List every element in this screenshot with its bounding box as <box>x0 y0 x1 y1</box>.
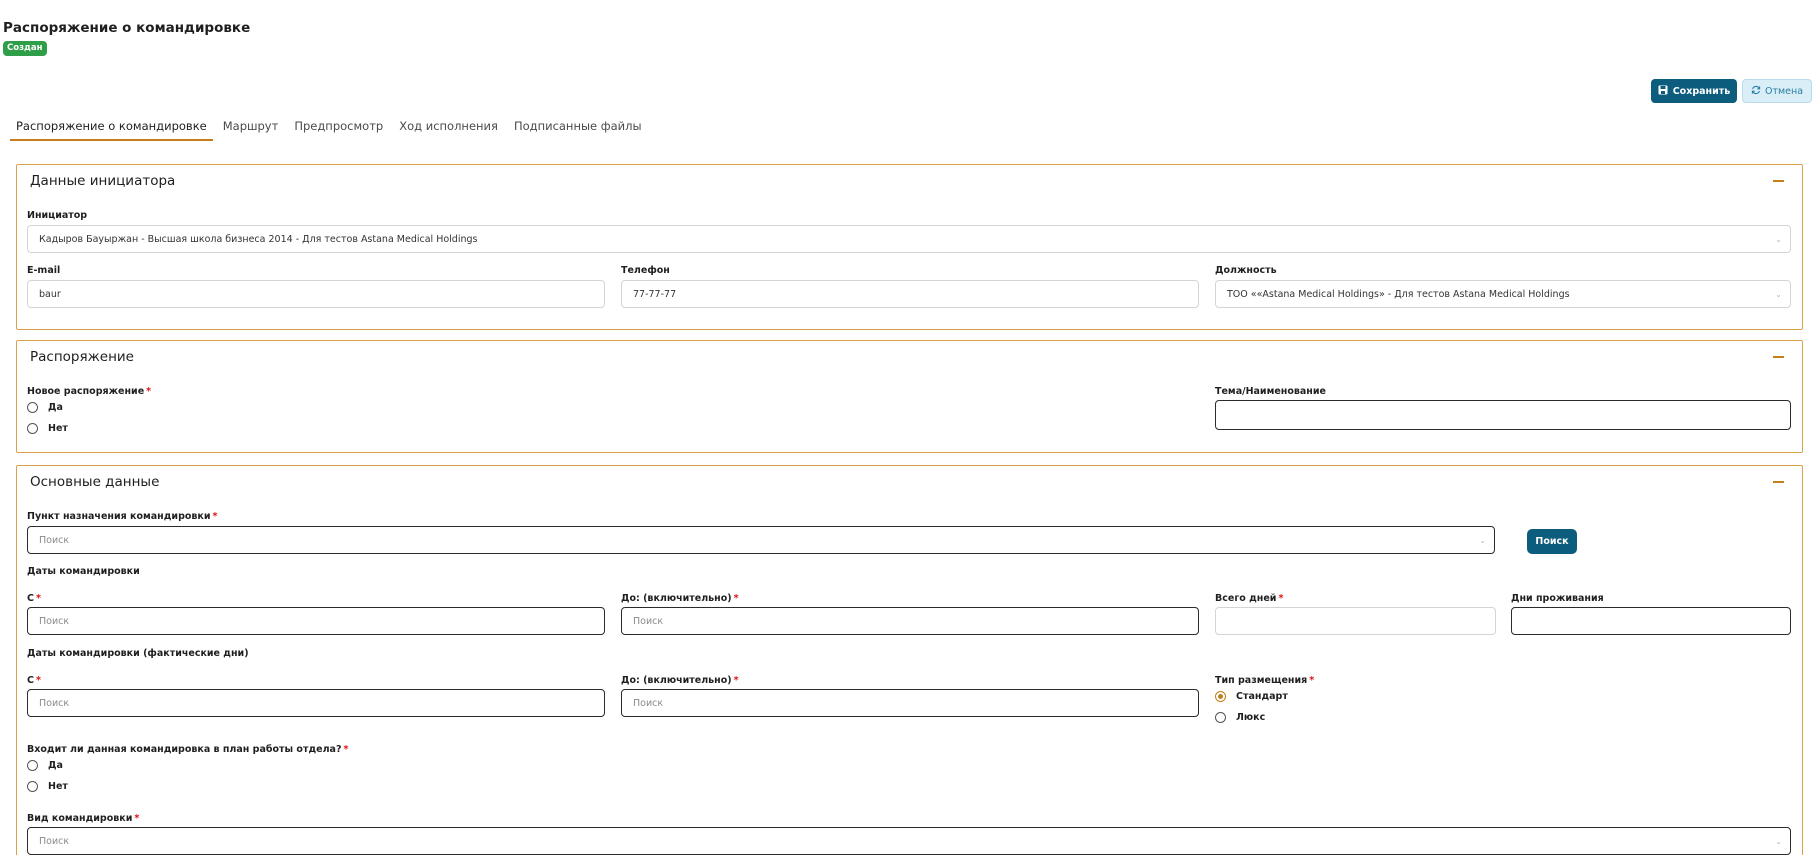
email-field[interactable] <box>27 280 605 308</box>
subject-label: Тема/Наименование <box>1215 386 1326 397</box>
tab-bar <box>10 112 652 141</box>
main-data-panel <box>16 465 1803 855</box>
refresh-icon <box>1751 85 1761 98</box>
initiator-value: Кадыров Бауыржан - Высшая школа бизнеса 2014 - Для тестов Astana Medical Holdings <box>39 233 478 245</box>
destination-select[interactable]: Поиск ⌄ <box>27 526 1495 554</box>
initiator-label: Инициатор <box>27 210 88 221</box>
new-order-no-radio[interactable] <box>27 423 68 434</box>
radio-label: Люкс <box>1236 712 1266 723</box>
actual-to-label: До: (включительно) * <box>621 675 739 686</box>
radio-circle <box>27 423 38 434</box>
chevron-down-icon: ⌄ <box>1775 235 1782 244</box>
from-label: С * <box>27 593 41 604</box>
actual-dates-heading: Даты командировки (фактические дни) <box>27 648 249 659</box>
panel-title: Основные данные <box>30 474 160 490</box>
position-label: Должность <box>1215 265 1277 276</box>
date-from-input[interactable]: Поиск <box>27 607 605 635</box>
accommodation-standard-radio[interactable] <box>1215 691 1288 702</box>
total-days-label: Всего дней * <box>1215 593 1284 604</box>
radio-label: Нет <box>48 423 68 434</box>
actual-date-from-input[interactable]: Поиск <box>27 689 605 717</box>
floppy-disk-icon <box>1658 85 1668 98</box>
radio-circle <box>27 760 38 771</box>
chevron-down-icon: ⌄ <box>1775 290 1782 299</box>
radio-label: Нет <box>48 781 68 792</box>
phone-value: 77-77-77 <box>633 288 677 300</box>
plan-label: Входит ли данная командировка в план работы отдела? * <box>27 744 349 755</box>
order-panel <box>16 340 1803 453</box>
radio-circle <box>27 402 38 413</box>
radio-circle-selected <box>1215 691 1226 702</box>
collapse-icon[interactable] <box>1773 356 1784 358</box>
collapse-icon[interactable] <box>1773 481 1784 483</box>
tab-preview[interactable]: Предпросмотр <box>294 119 384 133</box>
new-order-label: Новое распоряжение * <box>27 386 152 397</box>
radio-label: Да <box>48 402 63 413</box>
chevron-down-icon: ⌄ <box>1479 536 1486 545</box>
accommodation-lux-radio[interactable] <box>1215 712 1265 723</box>
trip-type-select[interactable]: Поиск ⌄ <box>27 827 1791 855</box>
position-value: ТОО ««Astana Medical Holdings» - Для тестов Astana Medical Holdings <box>1227 288 1570 300</box>
total-days-input[interactable] <box>1215 607 1496 635</box>
position-select[interactable] <box>1215 280 1791 308</box>
destination-label: Пункт назначения командировки * <box>27 511 218 522</box>
plan-yes-radio[interactable] <box>27 760 63 771</box>
dates-heading: Даты командировки <box>27 566 140 577</box>
phone-field[interactable] <box>621 280 1199 308</box>
new-order-yes-radio[interactable] <box>27 402 63 413</box>
trip-type-label: Вид командировки * <box>27 813 140 824</box>
date-to-input[interactable]: Поиск <box>621 607 1199 635</box>
save-button[interactable] <box>1651 79 1737 103</box>
living-days-label: Дни проживания <box>1511 593 1604 604</box>
tab-route[interactable]: Маршрут <box>222 119 279 133</box>
status-badge: Создан <box>3 41 47 56</box>
living-days-input[interactable] <box>1511 607 1791 635</box>
cancel-label: Отмена <box>1764 85 1804 97</box>
radio-label: Да <box>48 760 63 771</box>
subject-input[interactable] <box>1215 400 1791 430</box>
plan-no-radio[interactable] <box>27 781 68 792</box>
accommodation-label: Тип размещения * <box>1215 675 1315 686</box>
panel-title: Данные инициатора <box>30 173 176 189</box>
initiator-select[interactable] <box>27 225 1791 253</box>
cancel-button[interactable] <box>1742 79 1812 103</box>
phone-label: Телефон <box>621 265 670 276</box>
tab-signed-files[interactable]: Подписанные файлы <box>513 119 642 133</box>
email-label: E-mail <box>27 265 61 276</box>
search-button[interactable]: Поиск <box>1527 529 1577 554</box>
actual-date-to-input[interactable]: Поиск <box>621 689 1199 717</box>
tab-order[interactable]: Распоряжение о командировке <box>10 112 213 141</box>
radio-label: Стандарт <box>1236 691 1288 702</box>
email-value: baur <box>39 288 61 300</box>
panel-title: Распоряжение <box>30 349 134 365</box>
actual-from-label: С * <box>27 675 41 686</box>
save-label: Сохранить <box>1672 85 1731 97</box>
to-label: До: (включительно) * <box>621 593 739 604</box>
tab-progress[interactable]: Ход исполнения <box>399 119 498 133</box>
page-title: Распоряжение о командировке <box>3 20 251 36</box>
radio-circle <box>27 781 38 792</box>
collapse-icon[interactable] <box>1773 180 1784 182</box>
initiator-panel <box>16 164 1803 330</box>
chevron-down-icon: ⌄ <box>1775 837 1782 846</box>
radio-circle <box>1215 712 1226 723</box>
